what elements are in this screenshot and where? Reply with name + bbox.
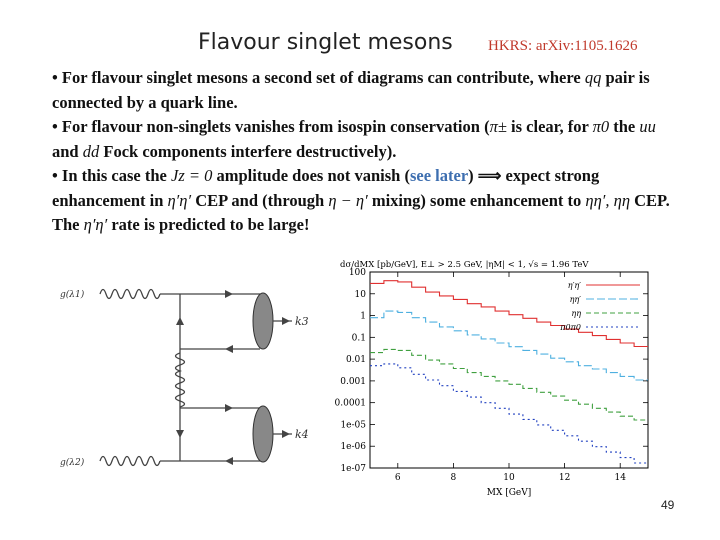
- y-tick-label: 0.001: [340, 376, 366, 387]
- x-tick-label: 6: [394, 473, 401, 483]
- reference-citation: HKRS: arXiv:1105.1626: [488, 38, 638, 54]
- math-jz: Jz = 0: [171, 166, 213, 185]
- gluon-line-top: [100, 290, 160, 299]
- k4-label: k4: [295, 428, 309, 441]
- y-tick-label: 0.01: [345, 355, 366, 366]
- math-pi-pm: π±: [489, 117, 507, 136]
- math-etap-etap: η′η′: [167, 190, 192, 210]
- bullet-3-text-3: ) ⟹ expect strong enhancement in: [52, 166, 600, 210]
- y-tick-label: 1e-07: [340, 464, 366, 474]
- bullet-3-text-4: CEP and (through: [191, 190, 329, 210]
- math-uu: uu: [639, 117, 656, 136]
- bullet-3-text-6: CEP. The: [52, 190, 670, 234]
- x-tick-label: 12: [558, 473, 571, 483]
- arrow-icon: [225, 290, 233, 298]
- x-tick-label: 14: [614, 473, 626, 483]
- y-tick-label: 10: [354, 289, 366, 300]
- math-etap-etap-2: η′η′: [83, 215, 108, 234]
- arrow-icon: [225, 457, 233, 465]
- slide-title: Flavour singlet mesons: [198, 30, 453, 55]
- bullet-list: [52, 66, 677, 238]
- x-axis-label: MX [GeV]: [486, 488, 532, 498]
- y-tick-label: 0.0001: [334, 398, 366, 409]
- bullet-1: [52, 66, 677, 115]
- legend-label-2: ηη: [571, 309, 581, 318]
- k3-label: k3: [295, 315, 309, 328]
- arrow-icon: [176, 430, 184, 438]
- legend-label-0: η′η′: [567, 281, 581, 290]
- bullet-2-text-2: is clear, for: [506, 117, 593, 136]
- cross-section-chart: [318, 256, 663, 500]
- bullet-2-text-4: and: [52, 141, 83, 161]
- feynman-diagram: [60, 265, 315, 480]
- bullet-1-text-end: pair is connected by a quark line.: [52, 68, 650, 112]
- math-eta-mixing: η − η′: [328, 190, 368, 210]
- math-dd: dd: [82, 141, 100, 161]
- chart-title: dσ/dMX [pb/GeV], E⊥ > 2.5 GeV, |ηM| < 1, √s = 1.96 TeV: [340, 260, 589, 270]
- arrow-icon: [282, 317, 290, 325]
- bullet-3-text: • In this case the: [52, 166, 171, 185]
- bullet-2-text-3: the: [609, 117, 640, 136]
- bullet-2-text-end: Fock components interfere destructively).: [99, 141, 397, 161]
- y-tick-label: 1: [360, 311, 366, 322]
- arrow-icon: [225, 345, 233, 353]
- see-later-link[interactable]: see later: [409, 166, 469, 185]
- arrow-icon: [176, 317, 184, 325]
- x-tick-label: 8: [450, 473, 457, 483]
- series-line-3: [370, 364, 648, 463]
- arrow-icon: [225, 404, 233, 412]
- arrow-icon: [282, 430, 290, 438]
- gluon-line-bottom: [100, 457, 160, 466]
- series-line-1: [370, 311, 648, 380]
- math-eta-etap: ηη′, ηη: [585, 190, 631, 210]
- g1-label: g(λ1): [60, 290, 85, 300]
- math-qq: qq: [584, 68, 602, 87]
- bullet-2: [52, 115, 677, 164]
- bullet-3-text-5: mixing) some enhancement to: [367, 190, 586, 210]
- meson-blob-top: [253, 293, 273, 349]
- legend-label-1: ηη′: [569, 295, 581, 304]
- g2-label: g(λ2): [60, 458, 85, 468]
- y-tick-label: 1e-05: [340, 420, 366, 431]
- legend-label-3: π0π0: [560, 323, 581, 332]
- bullet-1-text: • For flavour singlet mesons a second set of diagrams can contribute, where: [52, 68, 585, 87]
- bullet-2-text: • For flavour non-singlets vanishes from isospin conservation (: [52, 117, 490, 136]
- x-tick-label: 10: [503, 473, 515, 483]
- math-pi0: π0: [592, 117, 610, 136]
- y-tick-label: 0.1: [351, 333, 366, 344]
- page-number: 49: [661, 498, 675, 512]
- y-tick-label: 1e-06: [340, 442, 366, 453]
- y-tick-label: 100: [348, 268, 366, 278]
- meson-blob-bottom: [253, 406, 273, 462]
- bullet-3: [52, 164, 677, 238]
- bullet-3-text-end: rate is predicted to be large!: [107, 215, 310, 234]
- bullet-3-text-2: amplitude does not vanish (: [212, 166, 410, 185]
